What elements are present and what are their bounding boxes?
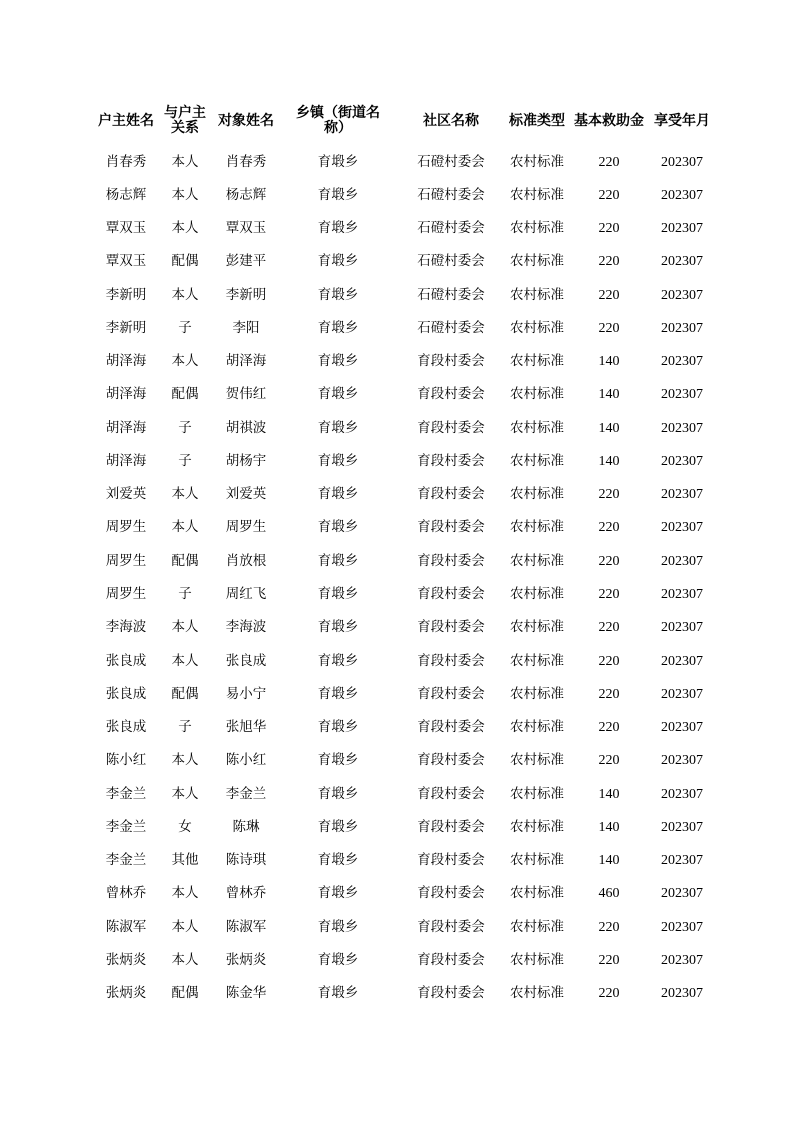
standard-type: 农村标准 xyxy=(510,186,564,203)
township: 育塅乡 xyxy=(317,519,359,536)
owner-name: 李新明 xyxy=(105,319,147,336)
township: 育塅乡 xyxy=(317,619,359,636)
period: 202307 xyxy=(661,387,703,403)
standard-type: 农村标准 xyxy=(510,885,564,902)
relation: 子 xyxy=(178,719,192,736)
standard-type: 农村标准 xyxy=(510,719,564,736)
relation: 其他 xyxy=(171,852,199,869)
standard-type: 农村标准 xyxy=(510,452,564,469)
township: 育塅乡 xyxy=(317,253,359,270)
community: 育段村委会 xyxy=(417,619,485,636)
community: 石磴村委会 xyxy=(417,319,485,336)
basic-aid-amount: 220 xyxy=(598,720,620,736)
standard-type: 农村标准 xyxy=(510,852,564,869)
header-relation xyxy=(160,106,210,136)
owner-name: 周罗生 xyxy=(105,552,147,569)
member-name: 陈淑军 xyxy=(225,918,267,935)
standard-type: 农村标准 xyxy=(510,785,564,802)
standard-type: 农村标准 xyxy=(510,918,564,935)
community: 育段村委会 xyxy=(417,918,485,935)
owner-name: 覃双玉 xyxy=(105,253,147,270)
standard-type: 农村标准 xyxy=(510,353,564,370)
relation: 子 xyxy=(178,419,192,436)
member-name: 陈金华 xyxy=(225,985,267,1002)
community: 育段村委会 xyxy=(417,719,485,736)
period: 202307 xyxy=(661,154,703,170)
period: 202307 xyxy=(661,487,703,503)
period: 202307 xyxy=(661,653,703,669)
basic-aid-amount: 220 xyxy=(598,620,620,636)
standard-type: 农村标准 xyxy=(510,818,564,835)
relation: 子 xyxy=(178,452,192,469)
township: 育塅乡 xyxy=(317,818,359,835)
owner-name: 胡泽海 xyxy=(105,386,147,403)
header-relation-line: 与户主 xyxy=(164,105,206,121)
community: 石磴村委会 xyxy=(417,153,485,170)
township: 育塅乡 xyxy=(317,985,359,1002)
owner-name: 曾林乔 xyxy=(105,885,147,902)
member-name: 曾林乔 xyxy=(225,885,267,902)
header-owner-name: 户主姓名 xyxy=(98,112,154,129)
community: 石磴村委会 xyxy=(417,186,485,203)
community: 育段村委会 xyxy=(417,818,485,835)
member-name: 胡杨宇 xyxy=(225,452,267,469)
community: 育段村委会 xyxy=(417,486,485,503)
basic-aid-amount: 220 xyxy=(598,952,620,968)
township: 育塅乡 xyxy=(317,752,359,769)
period: 202307 xyxy=(661,553,703,569)
township: 育塅乡 xyxy=(317,885,359,902)
period: 202307 xyxy=(661,786,703,802)
relation: 子 xyxy=(178,319,192,336)
standard-type: 农村标准 xyxy=(510,619,564,636)
owner-name: 胡泽海 xyxy=(105,353,147,370)
basic-aid-amount: 140 xyxy=(598,354,620,370)
community: 育段村委会 xyxy=(417,452,485,469)
standard-type: 农村标准 xyxy=(510,752,564,769)
relation: 配偶 xyxy=(171,253,199,270)
township: 育塅乡 xyxy=(317,186,359,203)
basic-aid-amount: 220 xyxy=(598,287,620,303)
basic-aid-amount: 220 xyxy=(598,553,620,569)
member-name: 李海波 xyxy=(225,619,267,636)
period: 202307 xyxy=(661,952,703,968)
member-name: 胡祺波 xyxy=(225,419,267,436)
standard-type: 农村标准 xyxy=(510,652,564,669)
community: 石磴村委会 xyxy=(417,253,485,270)
period: 202307 xyxy=(661,354,703,370)
owner-name: 张炳炎 xyxy=(105,951,147,968)
basic-aid-amount: 220 xyxy=(598,154,620,170)
member-name: 肖放根 xyxy=(225,552,267,569)
community: 育段村委会 xyxy=(417,951,485,968)
township: 育塅乡 xyxy=(317,685,359,702)
community: 育段村委会 xyxy=(417,885,485,902)
township: 育塅乡 xyxy=(317,220,359,237)
period: 202307 xyxy=(661,986,703,1002)
basic-aid-amount: 220 xyxy=(598,520,620,536)
relation: 本人 xyxy=(171,752,199,769)
period: 202307 xyxy=(661,187,703,203)
standard-type: 农村标准 xyxy=(510,552,564,569)
township: 育塅乡 xyxy=(317,486,359,503)
member-name: 李新明 xyxy=(225,286,267,303)
period: 202307 xyxy=(661,587,703,602)
basic-aid-amount: 220 xyxy=(598,187,620,203)
owner-name: 李新明 xyxy=(105,286,147,303)
basic-aid-amount: 460 xyxy=(598,886,620,902)
header-township-line: 称） xyxy=(324,120,352,136)
community: 育段村委会 xyxy=(417,552,485,569)
owner-name: 陈淑军 xyxy=(105,918,147,935)
member-name: 陈小红 xyxy=(225,752,267,769)
relation: 本人 xyxy=(171,652,199,669)
member-name: 胡泽海 xyxy=(225,353,267,370)
owner-name: 肖春秀 xyxy=(105,153,147,170)
relation: 本人 xyxy=(171,619,199,636)
community: 育段村委会 xyxy=(417,353,485,370)
header-standard-type: 标准类型 xyxy=(509,112,565,129)
relation: 本人 xyxy=(171,186,199,203)
relation: 本人 xyxy=(171,153,199,170)
relation: 子 xyxy=(178,586,192,602)
community: 石磴村委会 xyxy=(417,286,485,303)
header-basic-aid: 基本救助金 xyxy=(574,112,644,129)
basic-aid-amount: 220 xyxy=(598,254,620,270)
relation: 本人 xyxy=(171,220,199,237)
standard-type: 农村标准 xyxy=(510,286,564,303)
relation: 本人 xyxy=(171,951,199,968)
owner-name: 李海波 xyxy=(105,619,147,636)
standard-type: 农村标准 xyxy=(510,486,564,503)
basic-aid-amount: 140 xyxy=(598,387,620,403)
period: 202307 xyxy=(661,520,703,536)
township: 育塅乡 xyxy=(317,785,359,802)
owner-name: 陈小红 xyxy=(105,752,147,769)
relation: 本人 xyxy=(171,885,199,902)
township: 育塅乡 xyxy=(317,419,359,436)
period: 202307 xyxy=(661,221,703,237)
relation: 本人 xyxy=(171,785,199,802)
standard-type: 农村标准 xyxy=(510,153,564,170)
member-name: 杨志辉 xyxy=(225,186,267,203)
township: 育塅乡 xyxy=(317,153,359,170)
basic-aid-amount: 140 xyxy=(598,786,620,802)
header-township-line: 乡镇（街道名 xyxy=(296,105,380,121)
township: 育塅乡 xyxy=(317,452,359,469)
owner-name: 李金兰 xyxy=(105,818,147,835)
owner-name: 胡泽海 xyxy=(105,452,147,469)
member-name: 张炳炎 xyxy=(225,951,267,968)
basic-aid-amount: 220 xyxy=(598,221,620,237)
relation: 配偶 xyxy=(171,985,199,1002)
basic-aid-amount: 220 xyxy=(598,653,620,669)
community: 育段村委会 xyxy=(417,852,485,869)
basic-aid-amount: 140 xyxy=(598,853,620,869)
community: 育段村委会 xyxy=(417,985,485,1002)
township: 育塅乡 xyxy=(317,719,359,736)
header-relation-line: 关系 xyxy=(171,120,199,136)
owner-name: 覃双玉 xyxy=(105,220,147,237)
relation: 配偶 xyxy=(171,552,199,569)
township: 育塅乡 xyxy=(317,918,359,935)
township: 育塅乡 xyxy=(317,586,359,602)
member-name: 张良成 xyxy=(225,652,267,669)
basic-aid-amount: 220 xyxy=(598,686,620,702)
member-name: 易小宁 xyxy=(225,685,267,702)
member-name: 张旭华 xyxy=(225,719,267,736)
period: 202307 xyxy=(661,620,703,636)
member-name: 彭建平 xyxy=(225,253,267,270)
period: 202307 xyxy=(661,320,703,336)
header-township xyxy=(278,106,398,136)
relation: 本人 xyxy=(171,519,199,536)
community: 育段村委会 xyxy=(417,419,485,436)
owner-name: 周罗生 xyxy=(105,586,147,602)
township: 育塅乡 xyxy=(317,286,359,303)
community: 育段村委会 xyxy=(417,652,485,669)
standard-type: 农村标准 xyxy=(510,951,564,968)
owner-name: 杨志辉 xyxy=(105,186,147,203)
standard-type: 农村标准 xyxy=(510,685,564,702)
standard-type: 农村标准 xyxy=(510,586,564,602)
standard-type: 农村标准 xyxy=(510,253,564,270)
township: 育塅乡 xyxy=(317,552,359,569)
member-name: 覃双玉 xyxy=(225,220,267,237)
period: 202307 xyxy=(661,420,703,436)
owner-name: 刘爱英 xyxy=(105,486,147,503)
standard-type: 农村标准 xyxy=(510,319,564,336)
community: 育段村委会 xyxy=(417,752,485,769)
standard-type: 农村标准 xyxy=(510,419,564,436)
relation: 配偶 xyxy=(171,386,199,403)
member-name: 周罗生 xyxy=(225,519,267,536)
header-period: 享受年月 xyxy=(654,112,710,129)
standard-type: 农村标准 xyxy=(510,985,564,1002)
community: 育段村委会 xyxy=(417,386,485,403)
basic-aid-amount: 220 xyxy=(598,753,620,769)
owner-name: 张炳炎 xyxy=(105,985,147,1002)
relation: 本人 xyxy=(171,353,199,370)
member-name: 肖春秀 xyxy=(225,153,267,170)
period: 202307 xyxy=(661,287,703,303)
member-name: 陈诗琪 xyxy=(225,852,267,869)
community: 育段村委会 xyxy=(417,586,485,602)
basic-aid-amount: 220 xyxy=(598,986,620,1002)
community: 石磴村委会 xyxy=(417,220,485,237)
member-name: 陈琳 xyxy=(232,818,260,835)
period: 202307 xyxy=(661,720,703,736)
member-name: 周红飞 xyxy=(225,586,267,602)
basic-aid-amount: 140 xyxy=(598,819,620,835)
period: 202307 xyxy=(661,753,703,769)
basic-aid-amount: 220 xyxy=(598,919,620,935)
basic-aid-amount: 140 xyxy=(598,420,620,436)
standard-type: 农村标准 xyxy=(510,220,564,237)
basic-aid-amount: 220 xyxy=(598,587,620,602)
owner-name: 周罗生 xyxy=(105,519,147,536)
member-name: 刘爱英 xyxy=(225,486,267,503)
period: 202307 xyxy=(661,919,703,935)
member-name: 贺伟红 xyxy=(225,386,267,403)
period: 202307 xyxy=(661,886,703,902)
township: 育塅乡 xyxy=(317,353,359,370)
basic-aid-amount: 140 xyxy=(598,453,620,469)
relation: 女 xyxy=(178,818,192,835)
relation: 本人 xyxy=(171,486,199,503)
relation: 本人 xyxy=(171,286,199,303)
township: 育塅乡 xyxy=(317,852,359,869)
basic-aid-amount: 220 xyxy=(598,487,620,503)
community: 育段村委会 xyxy=(417,519,485,536)
township: 育塅乡 xyxy=(317,319,359,336)
community: 育段村委会 xyxy=(417,785,485,802)
owner-name: 张良成 xyxy=(105,652,147,669)
standard-type: 农村标准 xyxy=(510,519,564,536)
owner-name: 李金兰 xyxy=(105,785,147,802)
owner-name: 李金兰 xyxy=(105,852,147,869)
period: 202307 xyxy=(661,453,703,469)
period: 202307 xyxy=(661,853,703,869)
period: 202307 xyxy=(661,686,703,702)
header-member-name: 对象姓名 xyxy=(218,112,274,129)
township: 育塅乡 xyxy=(317,386,359,403)
owner-name: 胡泽海 xyxy=(105,419,147,436)
relation: 本人 xyxy=(171,918,199,935)
period: 202307 xyxy=(661,254,703,270)
member-name: 李阳 xyxy=(232,319,260,336)
header-community: 社区名称 xyxy=(423,112,479,129)
basic-aid-amount: 220 xyxy=(598,320,620,336)
period: 202307 xyxy=(661,819,703,835)
member-name: 李金兰 xyxy=(225,785,267,802)
standard-type: 农村标准 xyxy=(510,386,564,403)
township: 育塅乡 xyxy=(317,652,359,669)
owner-name: 张良成 xyxy=(105,685,147,702)
township: 育塅乡 xyxy=(317,951,359,968)
relation: 配偶 xyxy=(171,685,199,702)
community: 育段村委会 xyxy=(417,685,485,702)
owner-name: 张良成 xyxy=(105,719,147,736)
